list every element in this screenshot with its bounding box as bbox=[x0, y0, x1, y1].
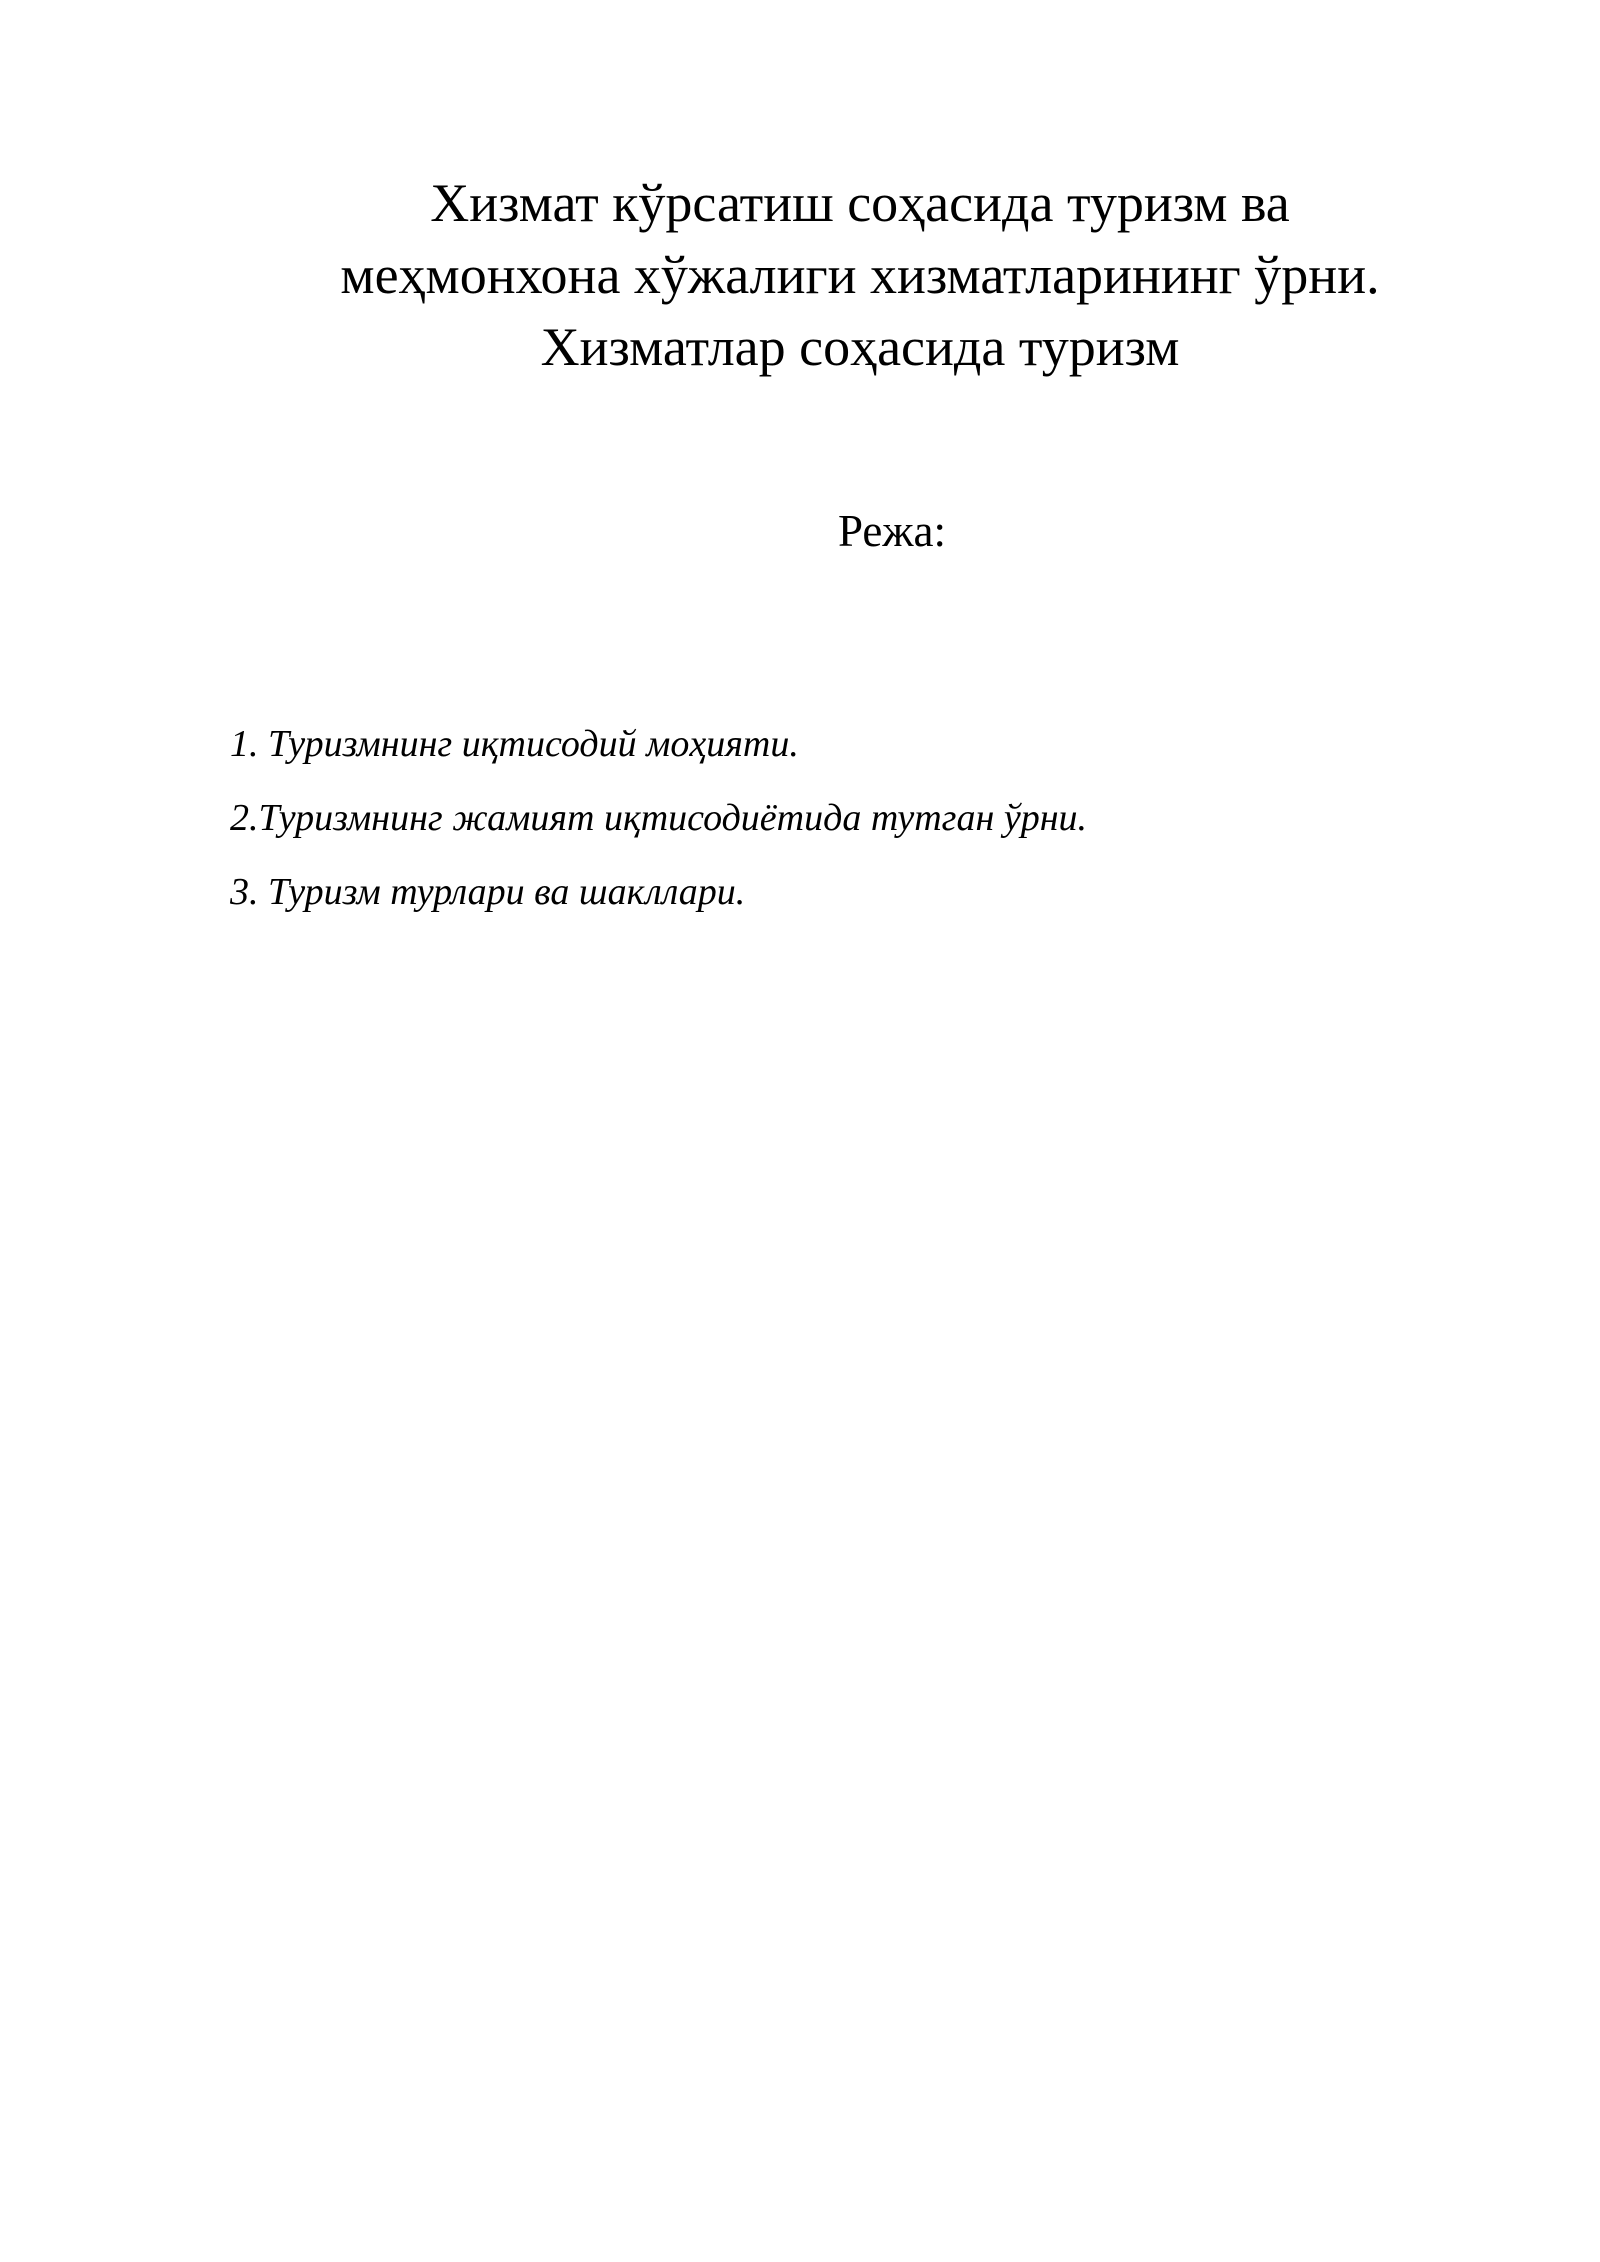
title-line: меҳмонхона хўжалиги хизматларининг ўрни. bbox=[340, 245, 1380, 305]
plan-item: 3. Туризм турлари ва шакллари. bbox=[230, 871, 746, 913]
document-title bbox=[230, 167, 1490, 383]
title-line: Хизмат кўрсатиш соҳасида туризм ва bbox=[430, 173, 1290, 233]
title-line: Хизматлар соҳасида туризм bbox=[540, 317, 1180, 377]
plan-list bbox=[230, 718, 1087, 940]
plan-heading: Режа: bbox=[838, 506, 946, 556]
plan-item: 2.Туризмнинг жамият иқтисодиётида тутган ўрни. bbox=[230, 797, 1088, 839]
plan-item: 1. Туризмнинг иқтисодий моҳияти. bbox=[230, 723, 799, 765]
